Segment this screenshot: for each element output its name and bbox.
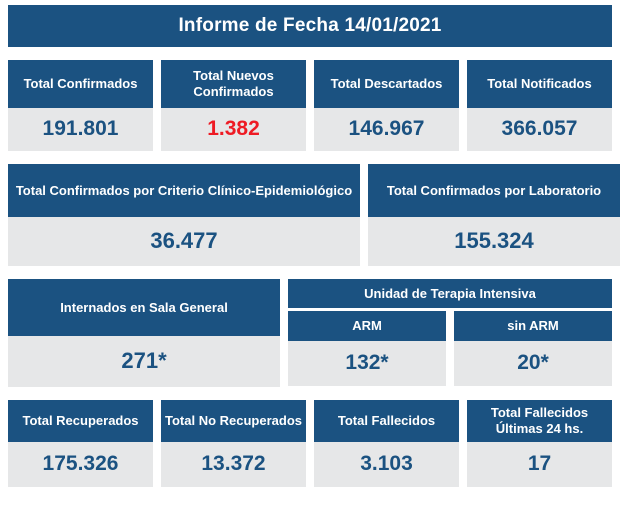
stat-value: 132* — [288, 341, 446, 386]
page-title: Informe de Fecha 14/01/2021 — [178, 15, 442, 36]
stat-value: 3.103 — [314, 442, 459, 487]
stat-value: 155.324 — [368, 217, 620, 266]
stat-value: 20* — [454, 341, 612, 386]
stat-card-total-no-recuperados — [161, 400, 306, 487]
stat-label: Total Notificados — [467, 60, 612, 108]
stat-card-confirmados-por-laboratorio — [368, 164, 620, 266]
stat-value: 1.382 — [161, 108, 306, 151]
stat-label: Total Confirmados por Criterio Clínico-Epidemiológico — [8, 164, 360, 217]
stat-label: Total Descartados — [314, 60, 459, 108]
summary-row-internados — [8, 279, 612, 387]
stat-label: Total Fallecidos Últimas 24 hs. — [467, 400, 612, 442]
stat-value: 13.372 — [161, 442, 306, 487]
stat-card-total-recuperados — [8, 400, 153, 487]
stat-label: Total No Recuperados — [161, 400, 306, 442]
stat-card-criterio-clinico-epidemiologico — [8, 164, 360, 266]
stat-card-total-fallecidos-24hs — [467, 400, 612, 487]
stat-label: Internados en Sala General — [8, 279, 280, 336]
summary-row-primary — [8, 60, 612, 151]
stat-label: ARM — [288, 311, 446, 341]
stat-card-total-nuevos-confirmados — [161, 60, 306, 151]
stat-card-uti-sin-arm — [454, 311, 612, 386]
stat-card-total-descartados — [314, 60, 459, 151]
stat-value: 175.326 — [8, 442, 153, 487]
stat-value: 146.967 — [314, 108, 459, 151]
stat-value: 366.057 — [467, 108, 612, 151]
report-page — [0, 5, 620, 513]
stat-card-total-confirmados — [8, 60, 153, 151]
stat-card-total-notificados — [467, 60, 612, 151]
stat-label: Total Fallecidos — [314, 400, 459, 442]
summary-row-confirmados-por-criterio — [8, 164, 612, 266]
uti-columns — [288, 311, 612, 386]
stat-group-terapia-intensiva — [288, 279, 612, 387]
uti-group-title: Unidad de Terapia Intensiva — [288, 279, 612, 308]
stat-label: Total Nuevos Confirmados — [161, 60, 306, 108]
stat-card-internados-sala-general — [8, 279, 280, 387]
stat-label: Total Confirmados por Laboratorio — [368, 164, 620, 217]
summary-row-recuperados-fallecidos — [8, 400, 612, 487]
stat-label: Total Confirmados — [8, 60, 153, 108]
stat-value: 17 — [467, 442, 612, 487]
stat-label: Total Recuperados — [8, 400, 153, 442]
stat-value: 271* — [8, 336, 280, 387]
stat-card-uti-arm — [288, 311, 446, 386]
report-header — [8, 5, 612, 47]
stat-value: 191.801 — [8, 108, 153, 151]
stat-card-total-fallecidos — [314, 400, 459, 487]
stat-value: 36.477 — [8, 217, 360, 266]
stat-label: sin ARM — [454, 311, 612, 341]
